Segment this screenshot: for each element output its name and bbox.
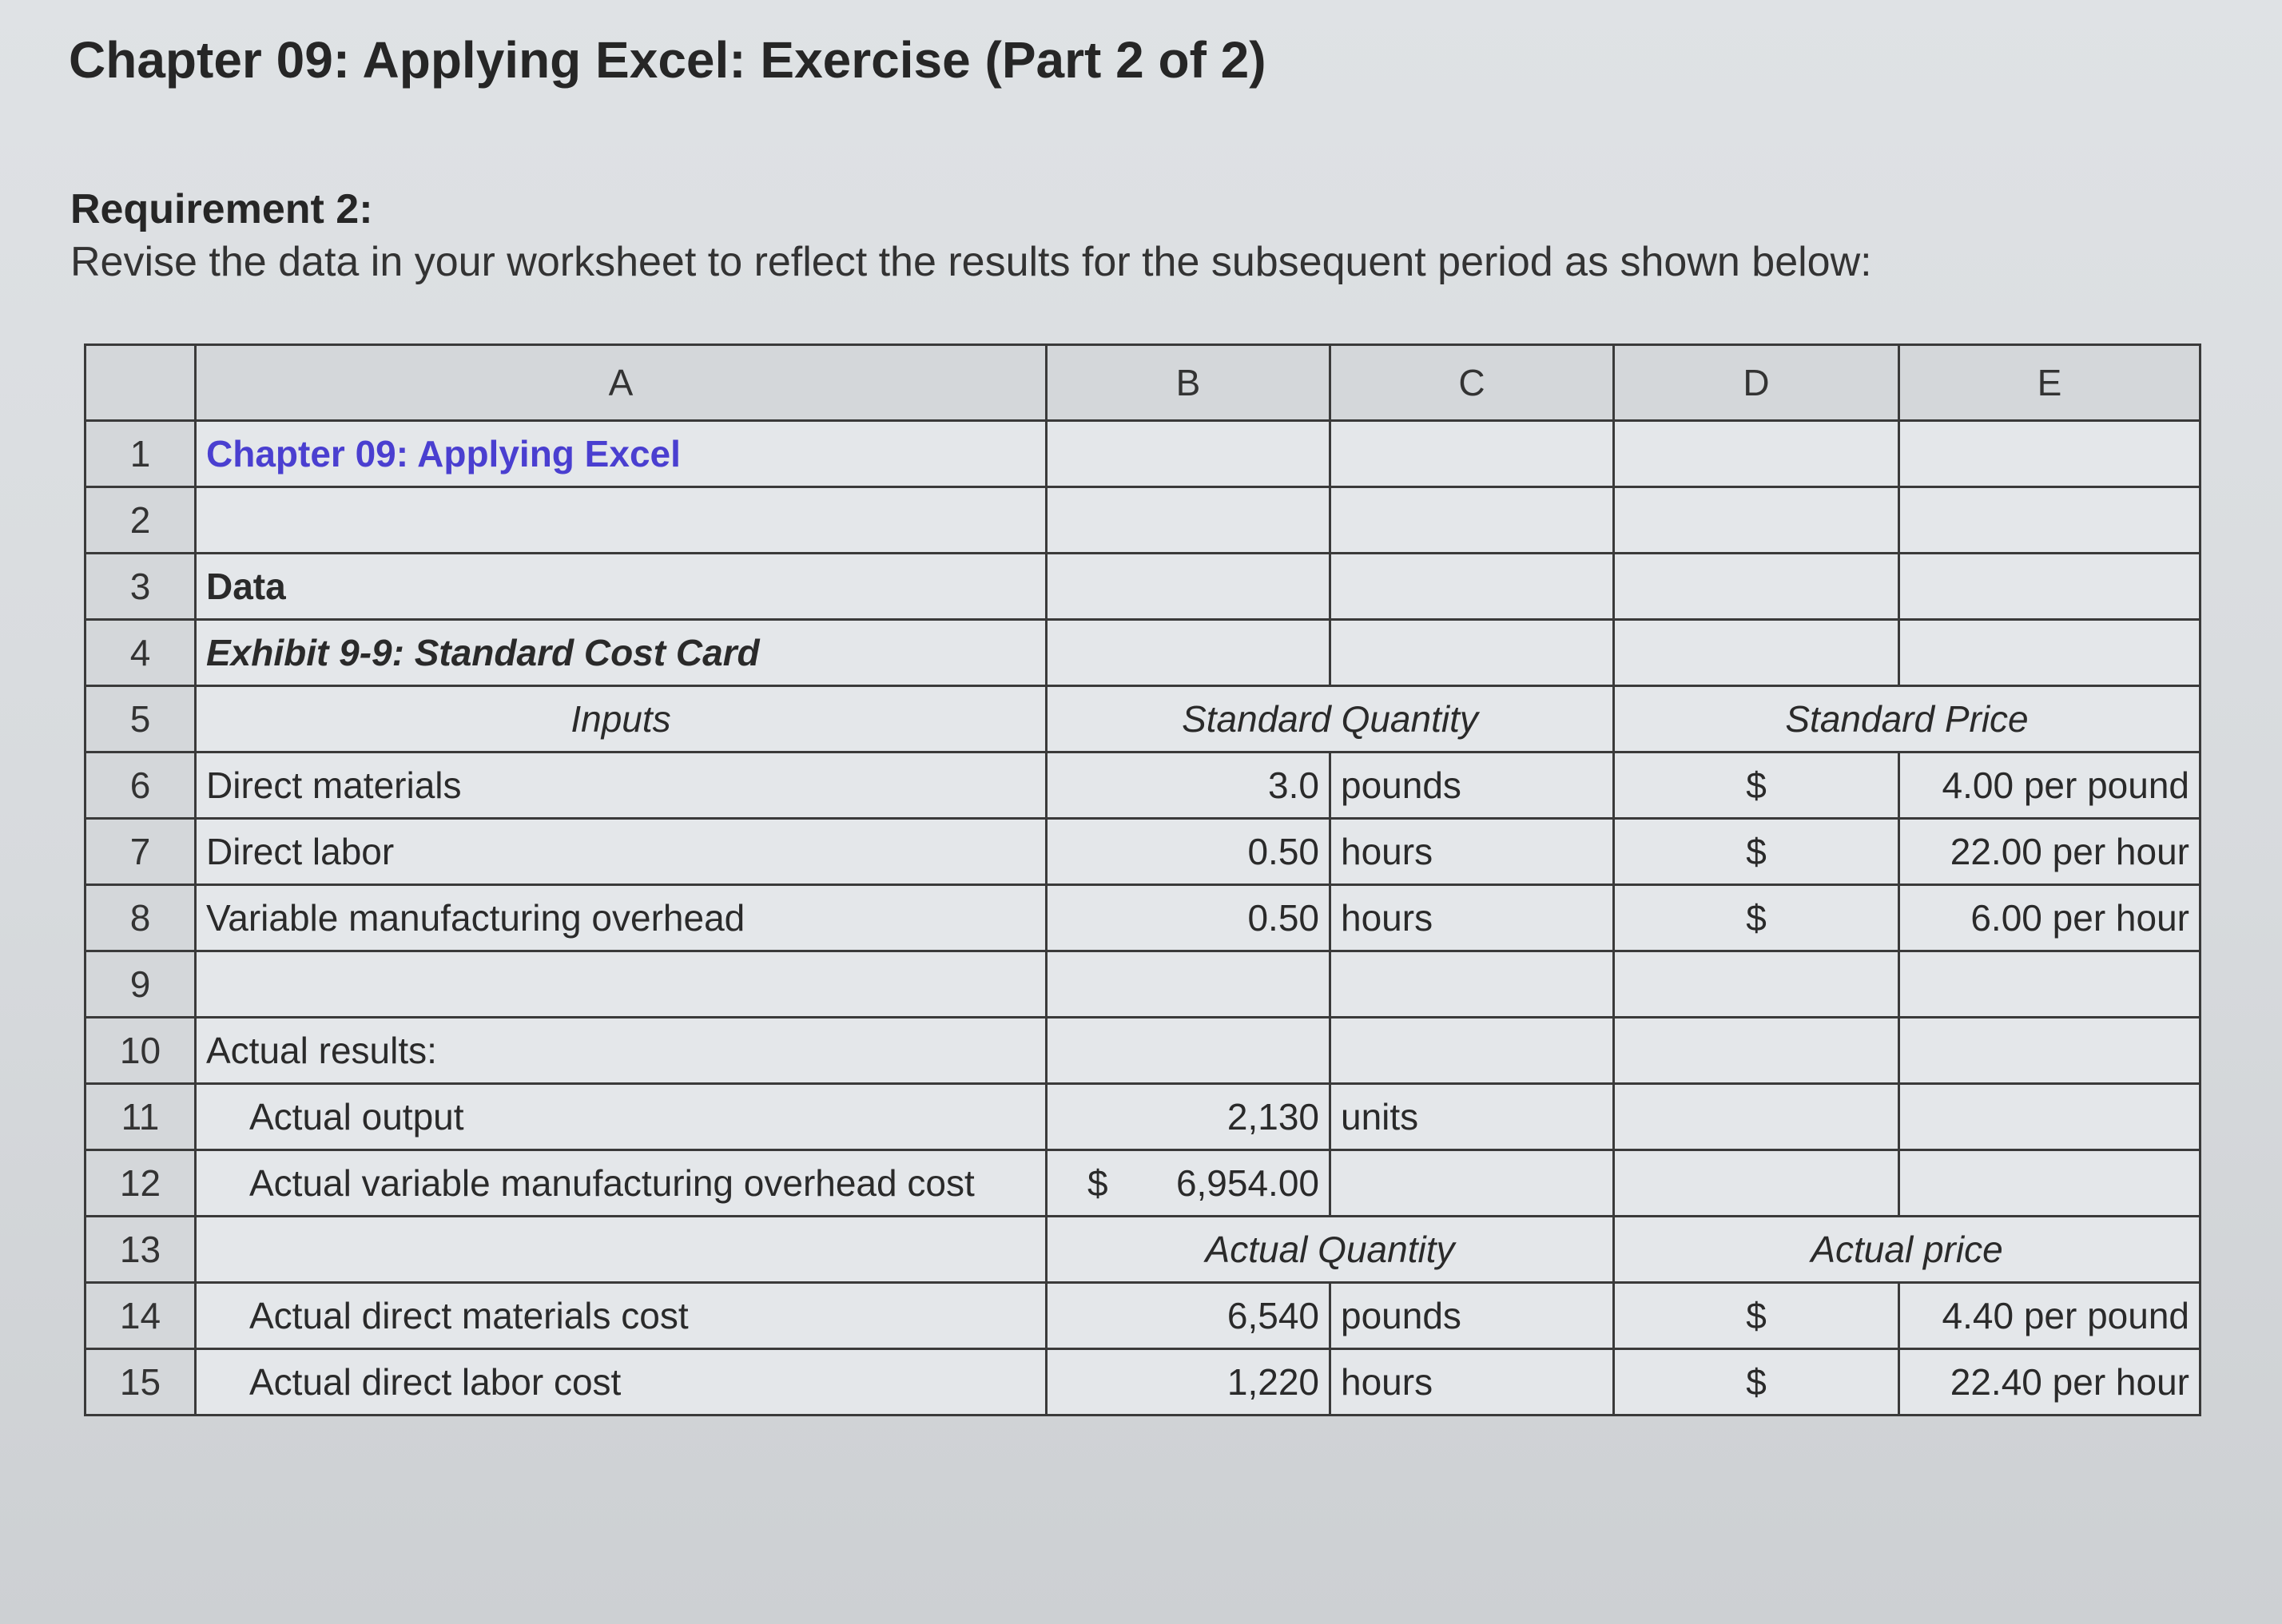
price-unit: per hour [2052, 831, 2189, 872]
column-header-a[interactable]: A [196, 345, 1047, 421]
row-header-7[interactable]: 7 [85, 819, 196, 885]
corner-cell[interactable] [85, 345, 196, 421]
row-header-11[interactable]: 11 [85, 1084, 196, 1150]
row-header-13[interactable]: 13 [85, 1217, 196, 1283]
cell-c6[interactable]: pounds [1330, 752, 1614, 819]
cell-d11[interactable] [1614, 1084, 1899, 1150]
cell-b8[interactable]: 0.50 [1047, 885, 1330, 951]
column-header-row [85, 345, 2200, 421]
cell-e9[interactable] [1899, 951, 2200, 1018]
cell-c11[interactable]: units [1330, 1084, 1614, 1150]
cell-a3[interactable]: Data [196, 554, 1047, 620]
dollar-sign: $ [1746, 764, 1767, 806]
cell-a10[interactable]: Actual results: [196, 1018, 1047, 1084]
cell-b12[interactable] [1047, 1150, 1330, 1217]
dollar-sign: $ [1746, 1361, 1767, 1403]
price-value: 6.00 [1970, 897, 2042, 939]
table-row [85, 1283, 2200, 1349]
dollar-sign: $ [1746, 831, 1767, 872]
cell-a2[interactable] [196, 487, 1047, 554]
table-row [85, 421, 2200, 487]
price-unit: per hour [2052, 1361, 2189, 1403]
row-header-9[interactable]: 9 [85, 951, 196, 1018]
table-row [85, 885, 2200, 951]
price-value: 22.40 [1950, 1361, 2042, 1403]
cell-c3[interactable] [1330, 554, 1614, 620]
cell-d5-e5[interactable]: Standard Price [1614, 686, 2200, 752]
cell-b9[interactable] [1047, 951, 1330, 1018]
table-row [85, 1018, 2200, 1084]
cell-e7[interactable] [1899, 819, 2200, 885]
cell-d8[interactable] [1614, 885, 1899, 951]
table-row [85, 554, 2200, 620]
table-row [85, 1217, 2200, 1283]
cell-a14[interactable]: Actual direct materials cost [196, 1283, 1047, 1349]
cell-a1[interactable]: Chapter 09: Applying Excel [196, 421, 1047, 487]
column-header-d[interactable]: D [1614, 345, 1899, 421]
cell-a7[interactable]: Direct labor [196, 819, 1047, 885]
cell-d2[interactable] [1614, 487, 1899, 554]
table-row [85, 752, 2200, 819]
table-row [85, 1084, 2200, 1150]
cell-e11[interactable] [1899, 1084, 2200, 1150]
cell-b7[interactable]: 0.50 [1047, 819, 1330, 885]
cell-d1[interactable] [1614, 421, 1899, 487]
cell-a5[interactable]: Inputs [196, 686, 1047, 752]
row-header-8[interactable]: 8 [85, 885, 196, 951]
cell-a11[interactable]: Actual output [196, 1084, 1047, 1150]
price-unit: per pound [2023, 1295, 2189, 1336]
table-row [85, 686, 2200, 752]
row-header-10[interactable]: 10 [85, 1018, 196, 1084]
cell-d12[interactable] [1614, 1150, 1899, 1217]
table-row [85, 1349, 2200, 1416]
requirement-label: Requirement 2: [70, 186, 373, 232]
cell-c15[interactable]: hours [1330, 1349, 1614, 1416]
price-value: 4.00 [1942, 764, 2014, 806]
cell-e14[interactable] [1899, 1283, 2200, 1349]
cell-e4[interactable] [1899, 620, 2200, 686]
dollar-sign: $ [1746, 897, 1767, 939]
row-header-2[interactable]: 2 [85, 487, 196, 554]
cell-a8[interactable]: Variable manufacturing overhead [196, 885, 1047, 951]
cell-c14[interactable]: pounds [1330, 1283, 1614, 1349]
cost-value: 6,954.00 [1175, 1162, 1319, 1204]
cell-b14[interactable]: 6,540 [1047, 1283, 1330, 1349]
cell-d13-e13[interactable]: Actual price [1614, 1217, 2200, 1283]
cell-c8[interactable]: hours [1330, 885, 1614, 951]
spreadsheet-grid [84, 343, 2201, 1416]
row-header-1[interactable]: 1 [85, 421, 196, 487]
cell-b2[interactable] [1047, 487, 1330, 554]
table-row [85, 819, 2200, 885]
cell-c7[interactable]: hours [1330, 819, 1614, 885]
cell-b11[interactable]: 2,130 [1047, 1084, 1330, 1150]
cell-a4[interactable]: Exhibit 9-9: Standard Cost Card [196, 620, 1047, 686]
cell-e3[interactable] [1899, 554, 2200, 620]
cell-a12[interactable]: Actual variable manufacturing overhead cost [196, 1150, 1047, 1217]
cell-a6[interactable]: Direct materials [196, 752, 1047, 819]
requirement-text: Revise the data in your worksheet to reflect the results for the subsequent period as shown below: [70, 239, 1872, 285]
cell-b6[interactable]: 3.0 [1047, 752, 1330, 819]
cell-d4[interactable] [1614, 620, 1899, 686]
cell-d9[interactable] [1614, 951, 1899, 1018]
cell-b10[interactable] [1047, 1018, 1330, 1084]
page-title: Chapter 09: Applying Excel: Exercise (Part 2 of 2) [69, 31, 1266, 89]
cell-c12[interactable] [1330, 1150, 1614, 1217]
price-unit: per hour [2052, 897, 2189, 939]
row-header-12[interactable]: 12 [85, 1150, 196, 1217]
price-unit: per pound [2023, 764, 2189, 806]
cell-c4[interactable] [1330, 620, 1614, 686]
cell-e8[interactable] [1899, 885, 2200, 951]
row-header-4[interactable]: 4 [85, 620, 196, 686]
cell-d15[interactable] [1614, 1349, 1899, 1416]
cell-e12[interactable] [1899, 1150, 2200, 1217]
table-row [85, 487, 2200, 554]
price-value: 22.00 [1950, 831, 2042, 872]
cell-e15[interactable] [1899, 1349, 2200, 1416]
cell-b13-c13[interactable]: Actual Quantity [1047, 1217, 1614, 1283]
row-header-6[interactable]: 6 [85, 752, 196, 819]
column-header-e[interactable]: E [1899, 345, 2200, 421]
row-header-3[interactable]: 3 [85, 554, 196, 620]
cell-b4[interactable] [1047, 620, 1330, 686]
cell-d6[interactable] [1614, 752, 1899, 819]
cell-c2[interactable] [1330, 487, 1614, 554]
cell-b15[interactable]: 1,220 [1047, 1349, 1330, 1416]
cell-b1[interactable] [1047, 421, 1330, 487]
cell-d3[interactable] [1614, 554, 1899, 620]
dollar-sign: $ [1087, 1162, 1108, 1204]
cell-b3[interactable] [1047, 554, 1330, 620]
row-header-14[interactable]: 14 [85, 1283, 196, 1349]
cell-d7[interactable] [1614, 819, 1899, 885]
cell-a15[interactable]: Actual direct labor cost [196, 1349, 1047, 1416]
cell-d14[interactable] [1614, 1283, 1899, 1349]
row-header-15[interactable]: 15 [85, 1349, 196, 1416]
cell-e6[interactable] [1899, 752, 2200, 819]
cell-a13[interactable] [196, 1217, 1047, 1283]
cell-e2[interactable] [1899, 487, 2200, 554]
cell-a9[interactable] [196, 951, 1047, 1018]
cell-c10[interactable] [1330, 1018, 1614, 1084]
table-row [85, 951, 2200, 1018]
price-value: 4.40 [1942, 1295, 2014, 1336]
cell-e10[interactable] [1899, 1018, 2200, 1084]
dollar-sign: $ [1746, 1295, 1767, 1336]
column-header-b[interactable]: B [1047, 345, 1330, 421]
cell-c1[interactable] [1330, 421, 1614, 487]
column-header-c[interactable]: C [1330, 345, 1614, 421]
cell-c9[interactable] [1330, 951, 1614, 1018]
cell-b5-c5[interactable]: Standard Quantity [1047, 686, 1614, 752]
table-row [85, 620, 2200, 686]
cell-e1[interactable] [1899, 421, 2200, 487]
table-row [85, 1150, 2200, 1217]
row-header-5[interactable]: 5 [85, 686, 196, 752]
cell-d10[interactable] [1614, 1018, 1899, 1084]
